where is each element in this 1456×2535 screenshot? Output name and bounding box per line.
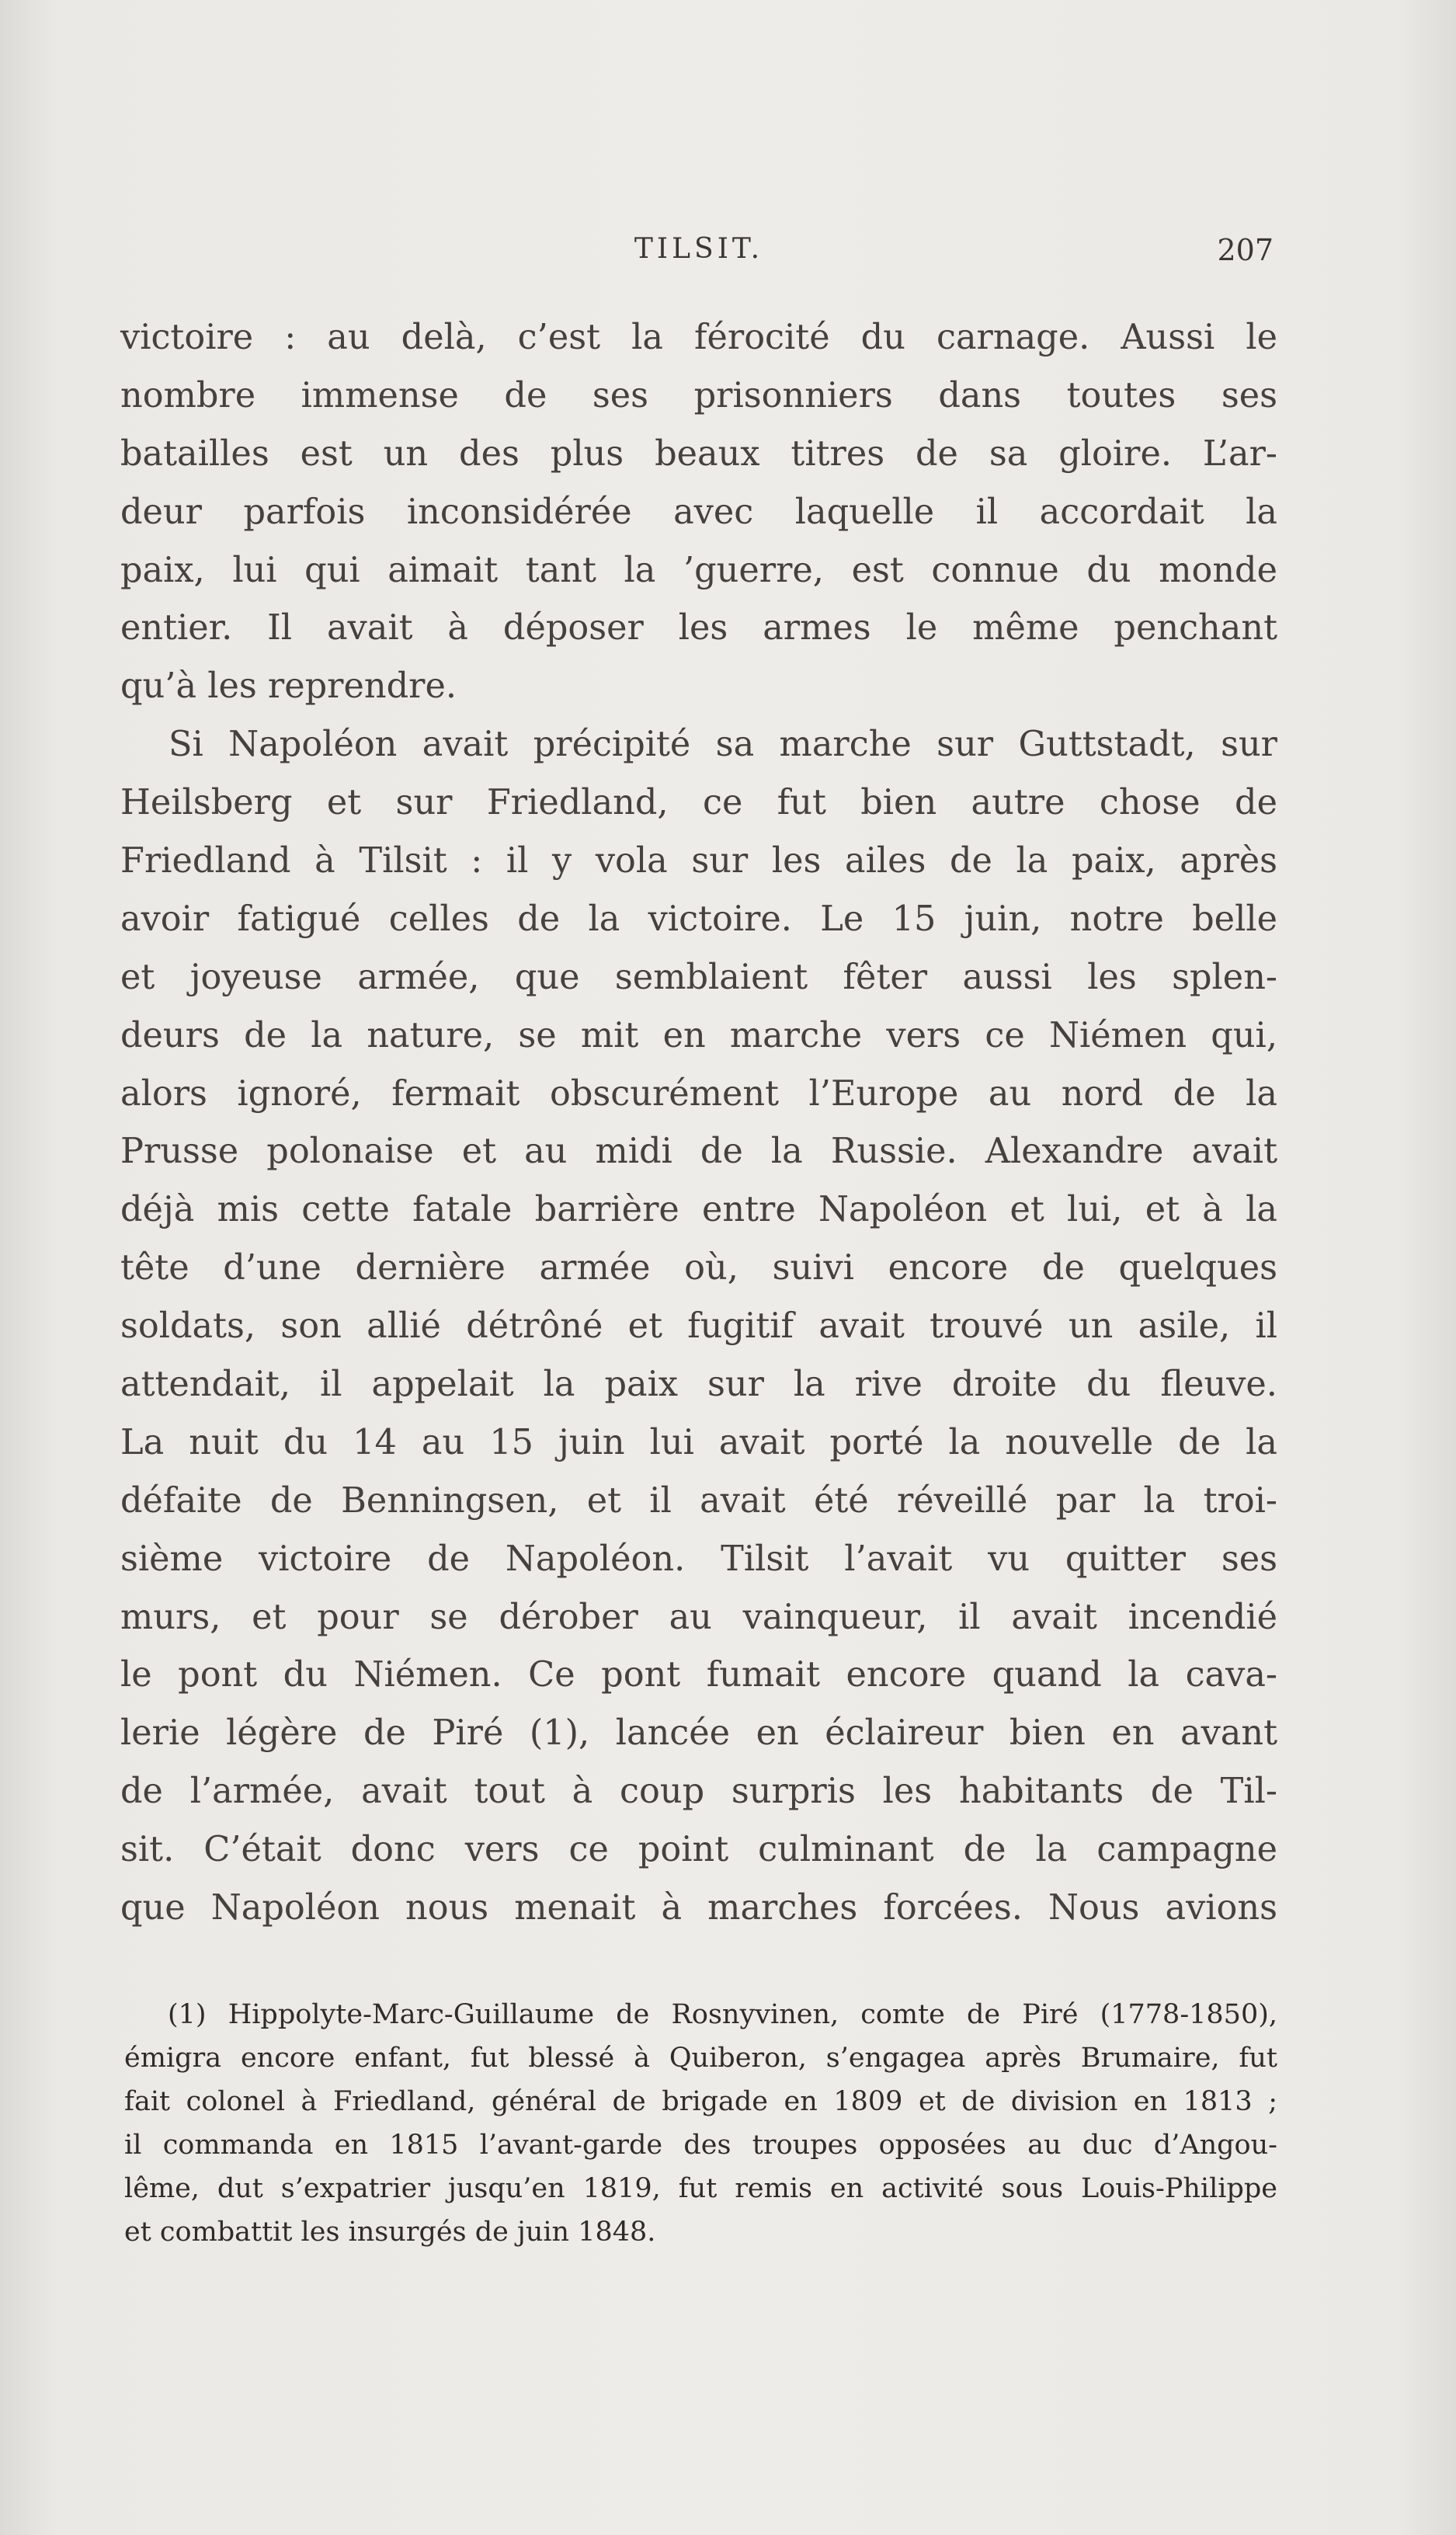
text-line: Friedland à Tilsit : il y vola sur les ailes de la paix, après — [120, 840, 1277, 882]
text-line: entier. Il avait à déposer les armes le même penchant — [120, 607, 1277, 649]
text-line: batailles est un des plus beaux titres de sa gloire. L’ar- — [120, 433, 1277, 474]
text-line: de l’armée, avait tout à coup surpris les habitants de Til- — [120, 1771, 1277, 1812]
text-line: défaite de Benningsen, et il avait été réveillé par la troi- — [120, 1480, 1277, 1521]
page-number: 207 — [1217, 233, 1274, 267]
footnote-line: fait colonel à Friedland, général de brigade en 1809 et de division en 1813 ; — [124, 2086, 1277, 2117]
page-header — [124, 233, 1274, 287]
text-line: Si Napoléon avait précipité sa marche sur Guttstadt, sur — [169, 724, 1277, 765]
footnote — [124, 1993, 1277, 2254]
footnote-line: et combattit les insurgés de juin 1848. — [124, 2217, 656, 2248]
text-line: Heilsberg et sur Friedland, ce fut bien autre chose de — [120, 782, 1277, 823]
footnote-line: (1) Hippolyte-Marc-Guillaume de Rosnyvinen, comte de Piré (1778-1850), — [168, 1999, 1277, 2030]
text-line: victoire : au delà, c’est la férocité du carnage. Aussi le — [120, 317, 1277, 357]
footnote-line: émigra encore enfant, fut blessé à Quiberon, s’engagea après Brumaire, fut — [124, 2043, 1277, 2074]
text-line: déjà mis cette fatale barrière entre Napoléon et lui, et à la — [120, 1189, 1277, 1230]
text-line: et joyeuse armée, que semblaient fêter aussi les splen- — [120, 956, 1277, 997]
text-line: alors ignoré, fermait obscurément l’Europe au nord de la — [120, 1073, 1277, 1114]
text-line: lerie légère de Piré (1), lancée en éclaireur bien en avant — [120, 1713, 1277, 1754]
text-line: murs, et pour se dérober au vainqueur, il avait incendié — [120, 1596, 1277, 1637]
text-line: que Napoléon nous menait à marches forcées. Nous avions — [120, 1887, 1277, 1928]
running-title: TILSIT. — [634, 233, 764, 265]
text-line: qu’à les reprendre. — [120, 666, 457, 707]
text-line: nombre immense de ses prisonniers dans toutes ses — [120, 374, 1277, 416]
text-line: avoir fatigué celles de la victoire. Le 15 juin, notre belle — [120, 898, 1277, 939]
footnote-line: il commanda en 1815 l’avant-garde des troupes opposées au duc d’Angou- — [124, 2130, 1277, 2161]
text-line: le pont du Niémen. Ce pont fumait encore quand la cava- — [120, 1654, 1277, 1695]
text-line: sième victoire de Napoléon. Tilsit l’avait vu quitter ses — [120, 1538, 1277, 1579]
text-line: paix, lui qui aimait tant la ’guerre, est connue du monde — [120, 549, 1277, 590]
text-line: attendait, il appelait la paix sur la rive droite du fleuve. — [120, 1364, 1277, 1405]
text-line: Prusse polonaise et au midi de la Russie. Alexandre avait — [120, 1131, 1277, 1172]
footnote-line: lême, dut s’expatrier jusqu’en 1819, fut remis en activité sous Louis-Philippe — [124, 2173, 1277, 2204]
text-line: sit. C’était donc vers ce point culminant de la campagne — [120, 1829, 1277, 1870]
text-line: tête d’une dernière armée où, suivi encore de quelques — [120, 1247, 1277, 1288]
text-line: deur parfois inconsidérée avec laquelle il accordait la — [120, 491, 1277, 532]
text-line: soldats, son allié détrôné et fugitif avait trouvé un asile, il — [120, 1306, 1277, 1347]
text-line: deurs de la nature, se mit en marche vers ce Niémen qui, — [120, 1014, 1277, 1055]
body-text — [120, 308, 1277, 1937]
text-line: La nuit du 14 au 15 juin lui avait porté la nouvelle de la — [120, 1421, 1277, 1462]
